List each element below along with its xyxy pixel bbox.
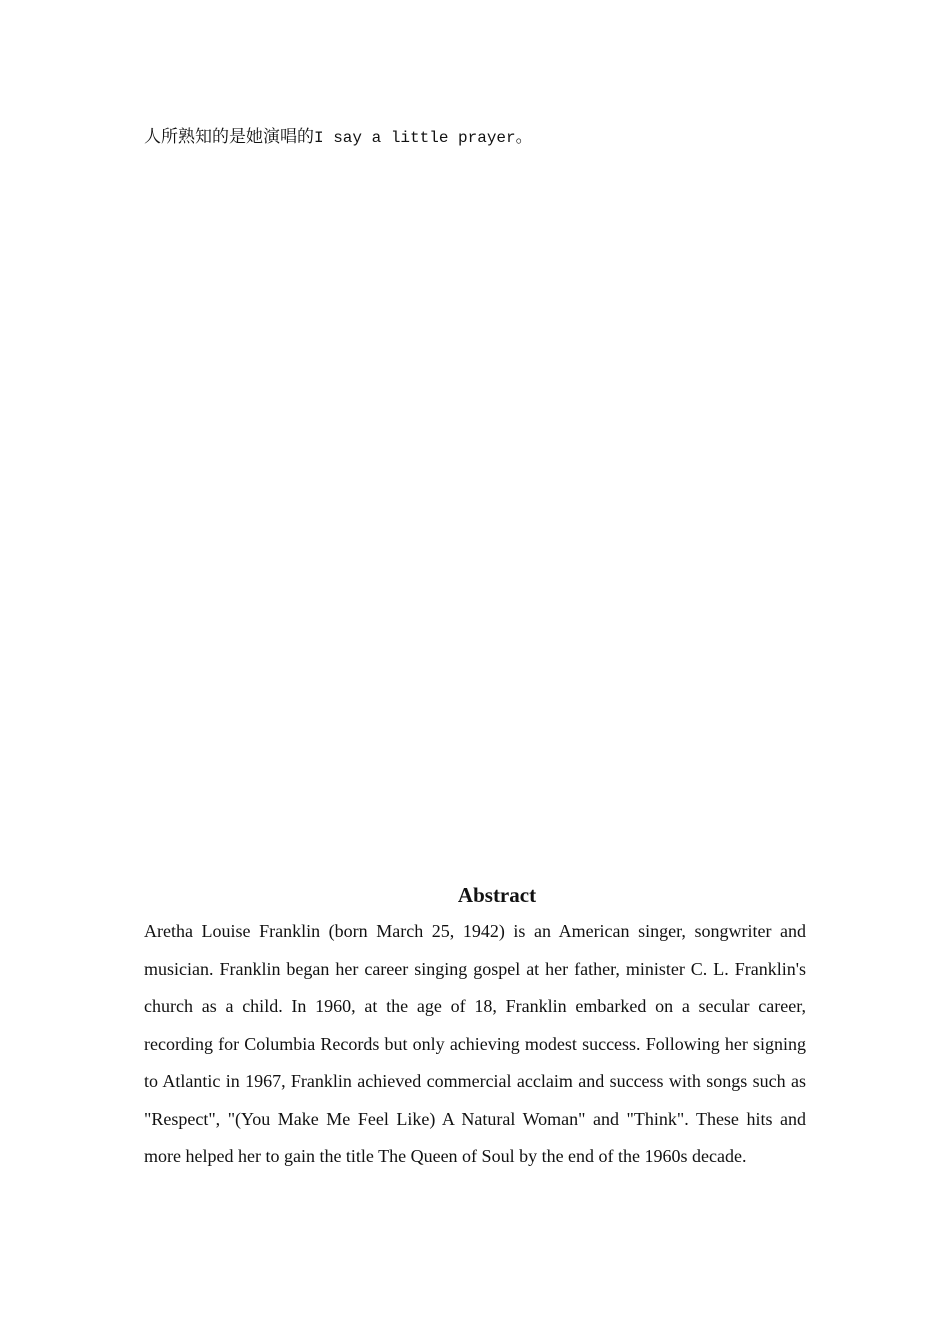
intro-line: [144, 124, 806, 151]
abstract-heading: Abstract: [457, 883, 537, 907]
intro-cjk-text: 人所熟知的是她演唱的: [144, 127, 314, 147]
intro-end-punctuation: 。: [515, 127, 533, 147]
intro-song-title: I say a little prayer: [314, 129, 516, 147]
abstract-body: Aretha Louise Franklin (born March 25, 1942) is an American singer, songwriter and musician. Franklin began her career singing gospel at her father, minister C. L. Franklin's church as a child. In 1960, at the age of 18, Franklin embarked on a secular career, recording for Columbia Records but only achieving modest success. Following her signing to Atlantic in 1967, Franklin achieved commercial acclaim and success with songs such as "Respect", "(You Make Me Feel Like) A Natural Woman" and "Think". These hits and more helped her to gain the title The Queen of Soul by the end of the 1960s decade.: [144, 921, 806, 1166]
